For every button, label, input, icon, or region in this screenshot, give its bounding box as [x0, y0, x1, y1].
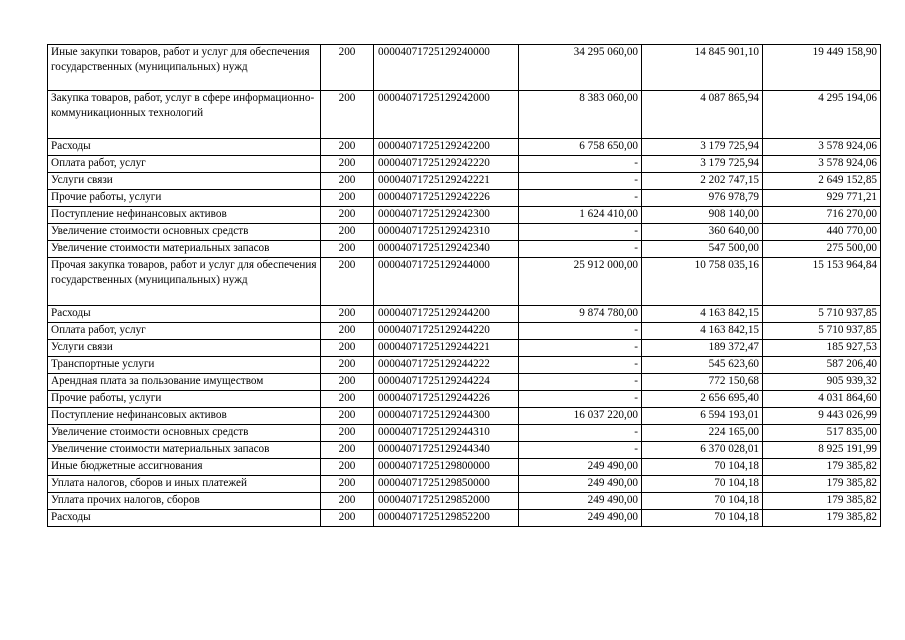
row-name: Увеличение стоимости материальных запасов [48, 241, 321, 258]
table-row [48, 139, 881, 156]
row-unexecuted-amount: 5 710 937,85 [763, 323, 881, 340]
row-line-code: 200 [321, 190, 374, 207]
table-row [48, 442, 881, 459]
row-unexecuted-amount: 929 771,21 [763, 190, 881, 207]
row-executed-amount: 10 758 035,16 [642, 258, 763, 306]
row-unexecuted-amount: 440 770,00 [763, 224, 881, 241]
row-line-code: 200 [321, 374, 374, 391]
row-name: Уплата налогов, сборов и иных платежей [48, 476, 321, 493]
row-approved-amount: - [519, 323, 642, 340]
row-line-code: 200 [321, 459, 374, 476]
row-name: Поступление нефинансовых активов [48, 207, 321, 224]
row-name: Расходы [48, 139, 321, 156]
row-unexecuted-amount: 179 385,82 [763, 459, 881, 476]
row-line-code: 200 [321, 323, 374, 340]
row-line-code: 200 [321, 173, 374, 190]
row-name: Иные бюджетные ассигнования [48, 459, 321, 476]
row-executed-amount: 70 104,18 [642, 476, 763, 493]
row-executed-amount: 772 150,68 [642, 374, 763, 391]
row-line-code: 200 [321, 45, 374, 91]
row-unexecuted-amount: 9 443 026,99 [763, 408, 881, 425]
row-line-code: 200 [321, 306, 374, 323]
row-unexecuted-amount: 587 206,40 [763, 357, 881, 374]
table-row [48, 374, 881, 391]
row-unexecuted-amount: 716 270,00 [763, 207, 881, 224]
budget-execution-table [47, 44, 881, 527]
row-approved-amount: 9 874 780,00 [519, 306, 642, 323]
row-budget-code: 00004071725129800000 [374, 459, 519, 476]
row-executed-amount: 360 640,00 [642, 224, 763, 241]
row-approved-amount: 34 295 060,00 [519, 45, 642, 91]
row-executed-amount: 2 202 747,15 [642, 173, 763, 190]
row-approved-amount: 249 490,00 [519, 510, 642, 527]
row-budget-code: 00004071725129852200 [374, 510, 519, 527]
table-row [48, 258, 881, 306]
row-unexecuted-amount: 8 925 191,99 [763, 442, 881, 459]
row-name: Увеличение стоимости основных средств [48, 224, 321, 241]
row-approved-amount: - [519, 224, 642, 241]
table-row [48, 357, 881, 374]
row-executed-amount: 6 370 028,01 [642, 442, 763, 459]
row-unexecuted-amount: 15 153 964,84 [763, 258, 881, 306]
row-name: Закупка товаров, работ, услуг в сфере информационно-коммуникационных технологий [48, 91, 321, 139]
row-approved-amount: - [519, 190, 642, 207]
row-name: Прочая закупка товаров, работ и услуг для обеспечения государственных (муниципальных) нужд [48, 258, 321, 306]
row-budget-code: 00004071725129244300 [374, 408, 519, 425]
row-executed-amount: 2 656 695,40 [642, 391, 763, 408]
row-unexecuted-amount: 179 385,82 [763, 476, 881, 493]
table-row [48, 241, 881, 258]
row-executed-amount: 547 500,00 [642, 241, 763, 258]
row-executed-amount: 189 372,47 [642, 340, 763, 357]
row-line-code: 200 [321, 408, 374, 425]
row-executed-amount: 3 179 725,94 [642, 139, 763, 156]
row-budget-code: 00004071725129244224 [374, 374, 519, 391]
row-budget-code: 00004071725129244200 [374, 306, 519, 323]
row-unexecuted-amount: 179 385,82 [763, 510, 881, 527]
row-approved-amount: - [519, 425, 642, 442]
row-unexecuted-amount: 19 449 158,90 [763, 45, 881, 91]
row-name: Оплата работ, услуг [48, 156, 321, 173]
row-line-code: 200 [321, 91, 374, 139]
row-line-code: 200 [321, 241, 374, 258]
row-unexecuted-amount: 5 710 937,85 [763, 306, 881, 323]
row-budget-code: 00004071725129244226 [374, 391, 519, 408]
row-approved-amount: - [519, 156, 642, 173]
row-unexecuted-amount: 517 835,00 [763, 425, 881, 442]
row-line-code: 200 [321, 442, 374, 459]
row-unexecuted-amount: 3 578 924,06 [763, 139, 881, 156]
row-budget-code: 00004071725129850000 [374, 476, 519, 493]
row-budget-code: 00004071725129242340 [374, 241, 519, 258]
table-row [48, 91, 881, 139]
row-name: Услуги связи [48, 340, 321, 357]
table-row [48, 173, 881, 190]
row-executed-amount: 70 104,18 [642, 459, 763, 476]
row-name: Поступление нефинансовых активов [48, 408, 321, 425]
row-approved-amount: 249 490,00 [519, 459, 642, 476]
table-row [48, 408, 881, 425]
row-name: Расходы [48, 306, 321, 323]
table-row [48, 156, 881, 173]
table-row [48, 391, 881, 408]
row-line-code: 200 [321, 207, 374, 224]
row-line-code: 200 [321, 357, 374, 374]
row-name: Увеличение стоимости основных средств [48, 425, 321, 442]
row-budget-code: 00004071725129244000 [374, 258, 519, 306]
row-approved-amount: - [519, 340, 642, 357]
row-unexecuted-amount: 2 649 152,85 [763, 173, 881, 190]
row-executed-amount: 4 087 865,94 [642, 91, 763, 139]
row-budget-code: 00004071725129240000 [374, 45, 519, 91]
row-budget-code: 00004071725129244220 [374, 323, 519, 340]
row-executed-amount: 6 594 193,01 [642, 408, 763, 425]
table-row [48, 224, 881, 241]
row-unexecuted-amount: 4 031 864,60 [763, 391, 881, 408]
row-budget-code: 00004071725129242226 [374, 190, 519, 207]
table-row [48, 207, 881, 224]
row-unexecuted-amount: 185 927,53 [763, 340, 881, 357]
table-row [48, 323, 881, 340]
row-budget-code: 00004071725129242221 [374, 173, 519, 190]
row-line-code: 200 [321, 425, 374, 442]
table-row [48, 510, 881, 527]
table-body [48, 45, 881, 527]
row-unexecuted-amount: 4 295 194,06 [763, 91, 881, 139]
row-approved-amount: - [519, 391, 642, 408]
row-approved-amount: - [519, 374, 642, 391]
row-budget-code: 00004071725129244310 [374, 425, 519, 442]
row-line-code: 200 [321, 224, 374, 241]
row-name: Уплата прочих налогов, сборов [48, 493, 321, 510]
row-unexecuted-amount: 3 578 924,06 [763, 156, 881, 173]
table-row [48, 306, 881, 323]
row-executed-amount: 3 179 725,94 [642, 156, 763, 173]
row-approved-amount: 16 037 220,00 [519, 408, 642, 425]
row-budget-code: 00004071725129242310 [374, 224, 519, 241]
row-line-code: 200 [321, 476, 374, 493]
row-executed-amount: 908 140,00 [642, 207, 763, 224]
row-approved-amount: 249 490,00 [519, 493, 642, 510]
row-approved-amount: - [519, 442, 642, 459]
row-approved-amount: 8 383 060,00 [519, 91, 642, 139]
row-name: Прочие работы, услуги [48, 391, 321, 408]
row-approved-amount: 6 758 650,00 [519, 139, 642, 156]
row-budget-code: 00004071725129244221 [374, 340, 519, 357]
row-budget-code: 00004071725129242220 [374, 156, 519, 173]
row-name: Прочие работы, услуги [48, 190, 321, 207]
row-executed-amount: 70 104,18 [642, 493, 763, 510]
row-approved-amount: 25 912 000,00 [519, 258, 642, 306]
row-unexecuted-amount: 179 385,82 [763, 493, 881, 510]
row-budget-code: 00004071725129852000 [374, 493, 519, 510]
table-row [48, 340, 881, 357]
row-unexecuted-amount: 905 939,32 [763, 374, 881, 391]
row-executed-amount: 14 845 901,10 [642, 45, 763, 91]
row-executed-amount: 4 163 842,15 [642, 306, 763, 323]
row-line-code: 200 [321, 493, 374, 510]
row-name: Расходы [48, 510, 321, 527]
row-budget-code: 00004071725129242200 [374, 139, 519, 156]
row-budget-code: 00004071725129242300 [374, 207, 519, 224]
row-executed-amount: 976 978,79 [642, 190, 763, 207]
row-executed-amount: 70 104,18 [642, 510, 763, 527]
table-row [48, 425, 881, 442]
row-budget-code: 00004071725129242000 [374, 91, 519, 139]
row-executed-amount: 224 165,00 [642, 425, 763, 442]
row-approved-amount: - [519, 173, 642, 190]
row-name: Иные закупки товаров, работ и услуг для обеспечения государственных (муниципальных) нужд [48, 45, 321, 91]
row-line-code: 200 [321, 156, 374, 173]
table-row [48, 45, 881, 91]
row-approved-amount: 249 490,00 [519, 476, 642, 493]
row-line-code: 200 [321, 258, 374, 306]
row-line-code: 200 [321, 391, 374, 408]
table-row [48, 493, 881, 510]
row-executed-amount: 545 623,60 [642, 357, 763, 374]
row-budget-code: 00004071725129244222 [374, 357, 519, 374]
table-row [48, 476, 881, 493]
row-approved-amount: - [519, 357, 642, 374]
row-unexecuted-amount: 275 500,00 [763, 241, 881, 258]
row-line-code: 200 [321, 139, 374, 156]
row-line-code: 200 [321, 510, 374, 527]
table-row [48, 190, 881, 207]
row-line-code: 200 [321, 340, 374, 357]
row-executed-amount: 4 163 842,15 [642, 323, 763, 340]
row-name: Арендная плата за пользование имуществом [48, 374, 321, 391]
row-name: Увеличение стоимости материальных запасов [48, 442, 321, 459]
row-approved-amount: - [519, 241, 642, 258]
row-name: Транспортные услуги [48, 357, 321, 374]
row-name: Услуги связи [48, 173, 321, 190]
row-name: Оплата работ, услуг [48, 323, 321, 340]
row-budget-code: 00004071725129244340 [374, 442, 519, 459]
row-approved-amount: 1 624 410,00 [519, 207, 642, 224]
table-row [48, 459, 881, 476]
